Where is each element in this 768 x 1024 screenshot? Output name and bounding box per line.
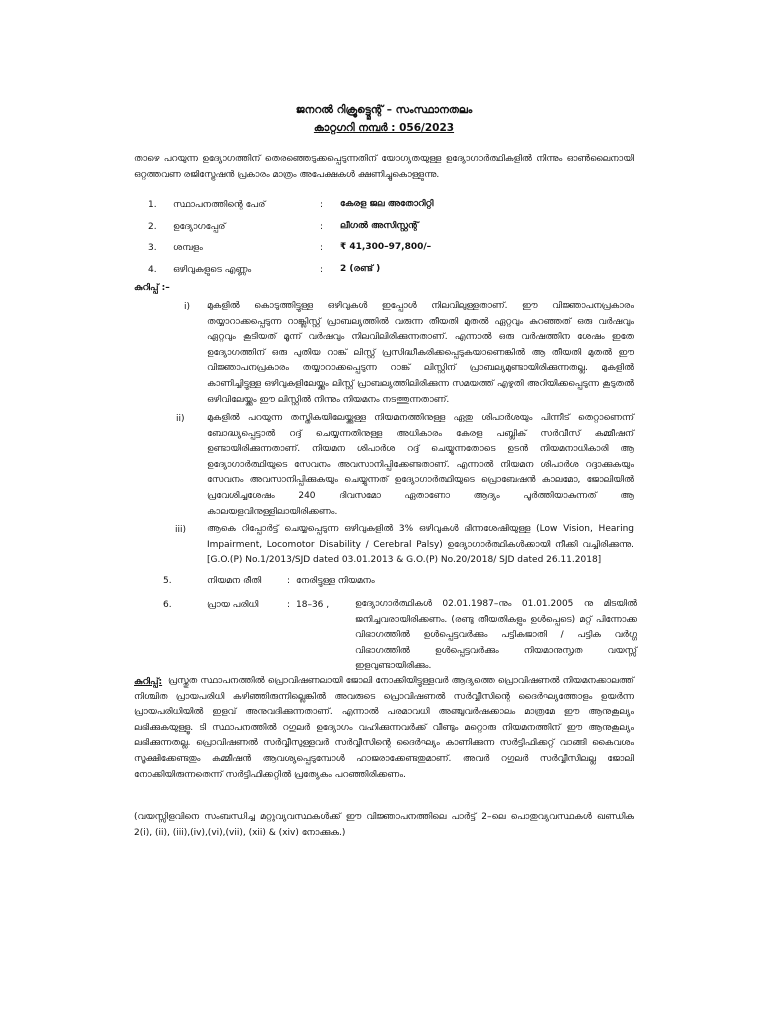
note-text: ആകെ റിപ്പോർട്ട് ചെയ്യപ്പെടുന്ന ഒഴിവുകളിൽ 3% ഒഴിവുകൾ ഭിന്നശേഷിയുള്ള (Low Vision, Hearing Impairment, Locomotor Disability / Cerebral Palsy) ഉദ്യോഗാർത്ഥികൾക്കായി നീക്കി വച്ചിരിക്കുന്നു. [G.O.(P) No.1/2013/SJD dated 03.01.2013 & G.O.(P) No.20/2018/ SJD dated 26.11.2018] bbox=[207, 524, 634, 566]
detail-number: 3. bbox=[148, 243, 157, 253]
age-limit-description: ഉദ്യോഗാർത്ഥികൾ 02.01.1987–നും 01.01.2005 നു മിടയിൽ ജനിച്ചവരായിരിക്കണം. (രണ്ടു തീയതികളും ഉൾപ്പെടെ) മറ്റ് പിന്നോക്ക വിഭാഗത്തിൽ ഉൾപ്പെട്ടവർക്കും പട്ടികജാതി / പട്ടിക വർഗ്ഗ വിഭാഗത്തിൽ ഉൾപ്പെട്ടവർക്കും നിയമാനുസൃത വയസ്സ് ഇളവുണ്ടായിരിക്കും. bbox=[355, 599, 637, 672]
detail-value: 18–36 , bbox=[296, 600, 330, 610]
category-number: കാറ്റഗറി നമ്പർ : 056/2023 bbox=[313, 122, 455, 134]
intro-paragraph: താഴെ പറയുന്ന ഉദ്യോഗത്തിന് തെരഞ്ഞെടുക്കപ്പെടുന്നതിന് യോഗ്യതയുള്ള ഉദ്യോഗാർത്ഥികളിൽ നിന്നും ഓൺലൈനായി ഒറ്റത്തവണ രജിസ്ട്രേഷൻ പ്രകാരം മാത്രം അപേക്ഷകൾ ക്ഷണിച്ചുകൊള്ളുന്നു. bbox=[134, 154, 634, 180]
detail-value: നേരിട്ടുള്ള നിയമനം bbox=[296, 576, 375, 586]
detail-number: 4. bbox=[148, 265, 157, 275]
detail-label: നിയമന രീതി bbox=[207, 576, 262, 586]
detail-separator: : bbox=[287, 600, 291, 610]
detail-separator: : bbox=[320, 265, 324, 275]
detail-label: ശമ്പളം bbox=[173, 243, 203, 253]
note-text: മുകളിൽ കൊടുത്തിട്ടുള്ള ഒഴിവുകൾ ഇപ്പോൾ നിലവിലുള്ളതാണ്. ഈ വിജ്ഞാപനപ്രകാരം തയ്യാറാക്കപ്പെടുന്ന റാങ്ക്ലിസ്റ്റ് പ്രാബല്യത്തിൽ വരുന്ന തീയതി മുതൽ ഏറ്റവും കുറഞ്ഞത് ഒരു വർഷവും ഏറ്റവും കൂടിയത് മൂന്ന് വർഷവും നിലവിലിരിക്കുന്നതാണ്. എന്നാൽ ഒരു വർഷത്തിന ശേഷം ഇതേ ഉദ്യോഗത്തിന് ഒരു പുതിയ റാങ്ക് ലിസ്റ്റ് പ്രസിദ്ധീകരിക്കപ്പെടുകയാണെങ്കിൽ ആ തീയതി മുതൽ ഈ വിജ്ഞാപനപ്രകാരം തയ്യാറാക്കപ്പെടുന്ന റാങ്ക് ലിസ്റ്റിന് പ്രാബല്യമുണ്ടായിരിക്കുന്നതല്ല. മുകളിൽ കാണിച്ചിട്ടുള്ള ഒഴിവുകളിലേയ്ക്കും ലിസ്റ്റ് പ്രാബല്യത്തിലിരിക്കുന്ന സമയത്ത് എഴുതി അറിയിക്കപ്പെടുന്ന കൂടുതൽ ഒഴിവിലേയ്ക്കും ഈ ലിസ്റ്റിൽ നിന്നും നിയമനം നടത്തുന്നതാണ്. bbox=[207, 301, 634, 405]
note-text: മുകളിൽ പറയുന്ന തസ്തികയിലേയ്ക്കുള്ള നിയമനത്തിനുള്ള ഏതു ശിപാർശയും പിന്നീട് തെറ്റാണെന്ന് ബോദ്ധ്യപ്പെട്ടാൽ റദ്ദ് ചെയ്യന്നതിനുള്ള അധികാരം കേരള പബ്ലിക് സർവീസ് കമ്മീഷന് ഉണ്ടായിരിക്കുന്നതാണ്. നിയമന ശിപാർശ റദ്ദ് ചെയ്യുന്നതോടെ ഉടൻ നിയമനാധികാരി ആ ഉദ്യോഗാർത്ഥിയുടെ സേവനം അവസാനിപ്പിക്കേണ്ടതാണ്. എന്നാൽ നിയമന ശിപാർശ റദ്ദാക്കുകയും സേവനം അവസാനിപ്പിക്കുകയും ചെയ്യുന്നത് ഉദ്യോഗാർത്ഥിയുടെ പ്രൊബേഷൻ കാലമോ, ജോലിയിൽ പ്രവേശിച്ചശേഷം 240 ദിവസമോ ഏതാണോ ആദ്യം പൂർത്തിയാകുന്നത് ആ കാലയളവിനുള്ളിലായിരിക്കണം. bbox=[207, 413, 634, 517]
detail-number: 2. bbox=[148, 222, 157, 232]
detail-label: ഉദ്യോഗപ്പേര് bbox=[173, 222, 226, 232]
detail-number: 6. bbox=[163, 600, 172, 610]
note-label: കുറിപ്പ്: bbox=[134, 677, 163, 687]
note-text: പ്രസ്തുത സ്ഥാപനത്തിൽ പ്രൊവിഷണലായി ജോലി നോക്കിയിട്ടുള്ളവർ ആദ്യത്തെ പ്രൊവിഷണൽ നിയമനക്കാലത്ത് നിശ്ചിത പ്രായപരിധി കഴിഞ്ഞിരുന്നില്ലെങ്കിൽ അവരുടെ പ്രൊവിഷണൽ സർവ്വീസിന്റെ ദൈർഘ്യത്തോളം ഉയർന്ന പ്രായപരിധിയിൽ ഇളവ് അനുവദിക്കുന്നതാണ്. എന്നാൽ പരമാവധി അഞ്ചുവർഷക്കാലം മാത്രമേ ഈ ആനുകൂല്യം ലഭിക്കുകയുള്ളൂ. ടി സ്ഥാപനത്തിൽ റഗുലർ ഉദ്യോഗം വഹിക്കുന്നവർക്ക് വീണ്ടും മറ്റൊരു നിയമനത്തിന് ഈ ആനുകൂല്യം ലഭിക്കുന്നതല്ല. പ്രൊവിഷണൽ സർവ്വീസുള്ളവർ സർവ്വീസിന്റെ ദൈർഘ്യം കാണിക്കുന്ന സർട്ടിഫിക്കറ്റ് വാങ്ങി കൈവശം സൂക്ഷിക്കേണ്ടതും കമ്മീഷൻ ആവശ്യപ്പെടുമ്പോൾ ഹാജരാക്കേണ്ടതുമാണ്. അവർ റഗുലർ സർവ്വീസിലല്ല ജോലി നോക്കിയിരുന്നതെന്ന് സർട്ടിഫിക്കറ്റിൽ പ്രത്യേകം പറഞ്ഞിരിക്കണം. bbox=[134, 676, 634, 780]
note-number: ii) bbox=[176, 414, 185, 424]
note-number: i) bbox=[184, 302, 191, 312]
detail-value: കേരള ജല അതോറിറ്റി bbox=[340, 199, 434, 209]
detail-label: പ്രായ പരിധി bbox=[207, 600, 259, 610]
page-title: ജനറൽ റിക്രൂട്ട്മെന്റ് – സംസ്ഥാനതലം bbox=[295, 104, 473, 116]
detail-number: 1. bbox=[148, 200, 157, 210]
detail-value: 2 (രണ്ട് ) bbox=[340, 264, 381, 274]
detail-separator: : bbox=[320, 243, 324, 253]
footer-note: (വയസ്സിളവിനെ സംബന്ധിച്ച മറ്റുവ്യവസ്ഥകൾക്ക് ഈ വിജ്ഞാപനത്തിലെ പാർട്ട് 2–ലെ പൊതുവ്യവസ്ഥകൾ ഖണ്ഡിക 2(i), (ii), (iii),(iv),(vi),(vii), (xii) & (xiv) നോക്കുക.) bbox=[134, 812, 634, 838]
detail-label: സ്ഥാപനത്തിന്റെ പേര് bbox=[173, 200, 266, 210]
detail-separator: : bbox=[320, 200, 324, 210]
detail-value: ₹ 41,300–97,800/– bbox=[340, 242, 432, 252]
detail-number: 5. bbox=[163, 576, 172, 586]
detail-separator: : bbox=[287, 576, 291, 586]
detail-separator: : bbox=[320, 222, 324, 232]
note-number: iii) bbox=[175, 525, 187, 535]
detail-value: ലീഗൽ അസിസ്റ്റന്റ് bbox=[340, 221, 419, 231]
note-heading: കുറിപ്പ് :– bbox=[134, 283, 170, 293]
detail-label: ഒഴിവുകളുടെ എണ്ണം bbox=[173, 265, 252, 275]
